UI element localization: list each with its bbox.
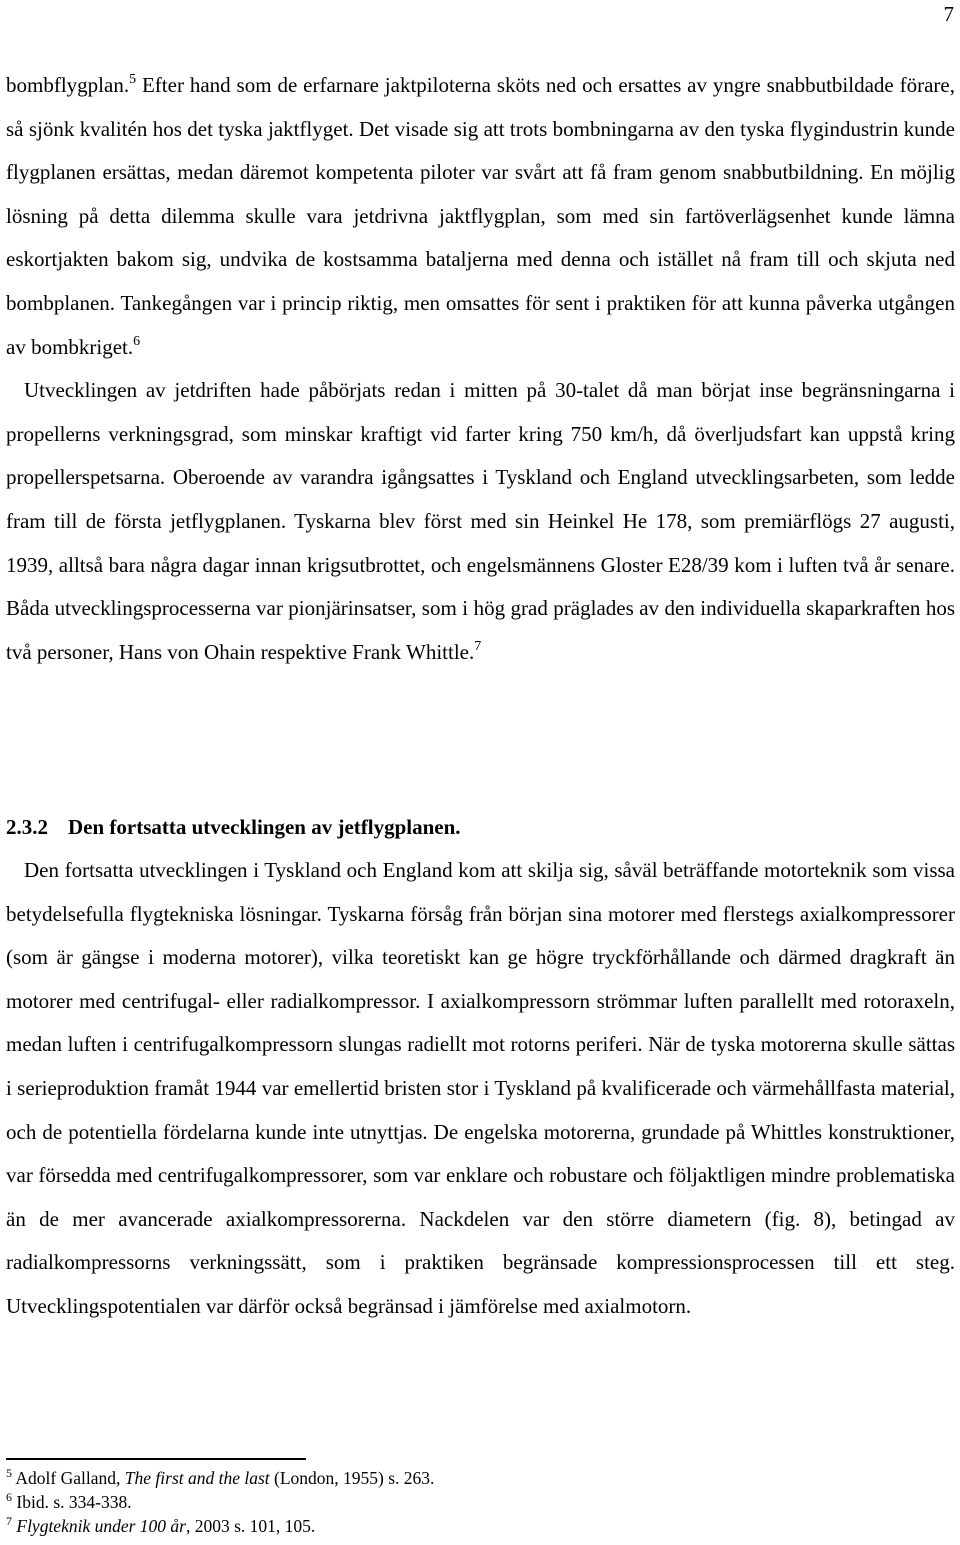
footnote-book-title: The first and the last — [124, 1468, 270, 1488]
paragraph-start: bombflygplan. — [6, 73, 130, 97]
section-heading — [6, 812, 461, 842]
footnote-book-title: Flygteknik under 100 år — [16, 1516, 186, 1536]
paragraph-bombkriget — [6, 64, 955, 369]
footnote-text: (London, 1955) s. 263. — [269, 1468, 435, 1488]
page-number: 7 — [943, 2, 954, 26]
footnote-text: Adolf Galland, — [15, 1468, 125, 1488]
footnotes — [6, 1466, 946, 1538]
footnote-number: 6 — [6, 1490, 12, 1504]
footnote-7 — [6, 1514, 946, 1538]
footnote-5 — [6, 1466, 946, 1490]
section-title: Den fortsatta utvecklingen av jetflygplanen. — [68, 815, 461, 839]
footnote-separator — [6, 1458, 306, 1460]
paragraph-text: Efter hand som de erfarnare jaktpiloterna sköts ned och ersattes av yngre snabbutbildade förare, så sjönk kvalitén hos det tyska jaktflyget. Det visade sig att trots bombningarna av den tyska flygindustrin kunde flygplanen ersättas, medan däremot kompetenta piloter var svårt att få fram genom snabbutbildning. En möjlig lösning på detta dilemma skulle vara jetdrivna jaktflygplan, som med sin fartöverlägsenhet kunde lämna eskortjakten bakom sig, undvika de kostsamma bataljerna med denna och istället nå fram till och skjuta ned bombplanen. Tankegången var i princip riktig, men omsattes för sent i praktiken för att kunna påverka utgången av bombkriget. — [6, 73, 955, 359]
section-number: 2.3.2 — [6, 815, 48, 839]
body-text-upper — [6, 64, 955, 674]
footnote-number: 5 — [6, 1466, 12, 1480]
paragraph-text: Utvecklingen av jetdriften hade påbörjats redan i mitten på 30-talet då man börjat inse begränsningarna i propellerns verkningsgrad, som minskar kraftigt vid farter kring 750 km/h, då överljudsfart kan uppstå kring propellerspetsarna. Oberoende av varandra igångsattes i Tyskland och England utvecklingsarbeten, som ledde fram till de första jetflygplanen. Tyskarna blev först med sin Heinkel He 178, som premiärflögs 27 augusti, 1939, alltså bara några dagar innan krigsutbrottet, och engelsmännens Gloster E28/39 kom i luften två år senare. Båda utvecklingsprocesserna var pionjärinsatser, som i hög grad präglades av den individuella skaparkraften hos två personer, Hans von Ohain respektive Frank Whittle. — [6, 378, 955, 664]
footnote-number: 7 — [6, 1514, 12, 1528]
footnote-6 — [6, 1490, 946, 1514]
footnote-ref-7[interactable]: 7 — [474, 638, 482, 654]
body-text-lower — [6, 849, 955, 1329]
footnote-ref-6[interactable]: 6 — [133, 333, 141, 349]
paragraph-jetdriften — [6, 369, 955, 674]
footnote-text: Ibid. s. 334-338. — [16, 1492, 132, 1512]
paragraph-motorteknik: Den fortsatta utvecklingen i Tyskland och England kom att skilja sig, såväl beträffande motorteknik som vissa betydelsefulla flygtekniska lösningar. Tyskarna försåg från början sina motorer med flerstegs axialkompressorer (som är gängse i moderna motorer), vilka teoretiskt kan ge högre tryckförhållande och därmed dragkraft än motorer med centrifugal- eller radialkompressor. I axialkompressorn strömmar luften parallellt med rotoraxeln, medan luften i centrifugalkompressorn slungas radiellt mot rotorns periferi. När de tyska motorerna skulle sättas i serieproduktion framåt 1944 var emellertid bristen stor i Tyskland på kvalificerade och värmehållfasta material, och de potentiella fördelarna kunde inte utnyttjas. De engelska motorerna, grundade på Whittles konstruktioner, var försedda med centrifugalkompressorer, som var enklare och robustare och följaktligen mindre problematiska än de mer avancerade axialkompressorerna. Nackdelen var den större diametern (fig. 8), betingad av radialkompressorns verkningssätt, som i praktiken begränsade kompressionsprocessen till ett steg. Utvecklingspotentialen var därför också begränsad i jämförelse med axialmotorn. — [6, 858, 955, 1318]
footnote-text: , 2003 s. 101, 105. — [185, 1516, 316, 1536]
footnote-ref-5[interactable]: 5 — [129, 72, 137, 87]
